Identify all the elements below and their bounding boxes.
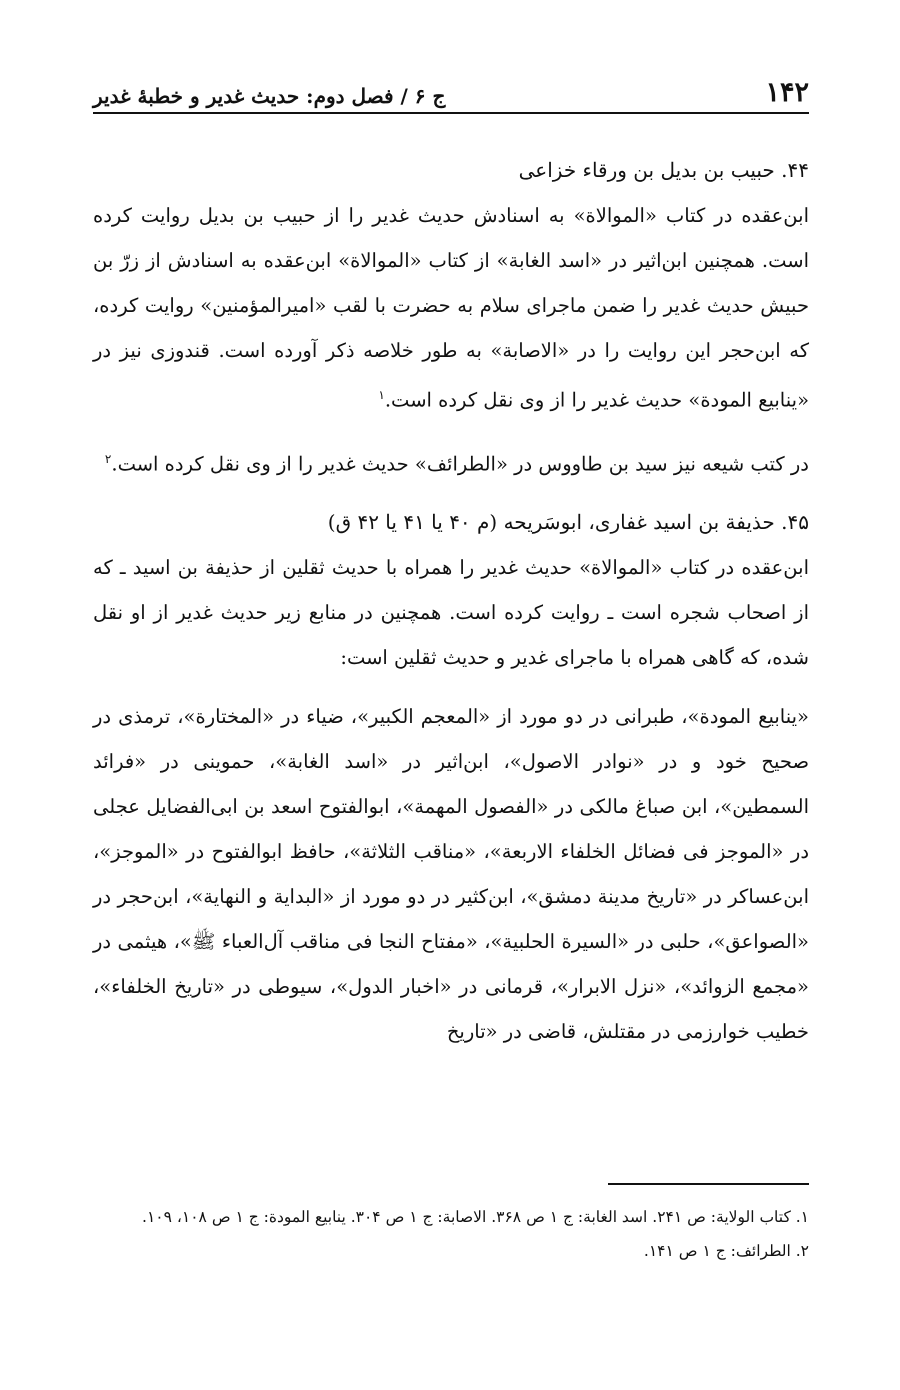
- running-title: ج ۶ / فصل دوم: حدیث غدیر و خطبهٔ غدیر: [93, 84, 446, 108]
- page-body: [93, 148, 809, 1068]
- footnote-mark: ۱: [378, 388, 385, 402]
- footnote: ۲. الطرائف: ج ۱ ص ۱۴۱.: [643, 1242, 809, 1260]
- page-header: [93, 70, 809, 114]
- paragraph: در کتب شیعه نیز سید بن طاووس در «الطرائف» حدیث غدیر را از وی نقل کرده است.$^۲$: [104, 451, 809, 475]
- page-number: ۱۴۲: [765, 77, 809, 108]
- footnotes: [93, 1200, 809, 1268]
- paragraph: ابن‌عقده در کتاب «الموالاة» حدیث غدیر را همراه با حدیث ثقلین از حذیفة بن اسید ـ که از اصحاب شجره است ـ روایت کرده است. همچنین در منابع زیر حدیث غدیر از او نقل شده، که گاهی همراه با ماجرای غدیر و حدیث ثقلین است:: [93, 556, 809, 669]
- paragraph: «ینابیع المودة»، طبرانی در دو مورد از «المعجم الکبیر»، ضیاء در «المختارة»، ترمذی در صحیح خود و در «نوادر الاصول»، ابن‌اثیر در «اسد الغابة»، حموینی در «فرائد السمطین»، ابن صباغ مالکی در «الفصول المهمة»، ابوالفتوح اسعد بن ابی‌الفضایل عجلی در «الموجز فی فضائل الخلفاء الاربعة»، «مناقب الثلاثة»، حافظ ابوالفتوح در «الموجز»، ابن‌عساکر در «تاریخ مدینة دمشق»، ابن‌کثیر در دو مورد از «البدایة و النهایة»، ابن‌حجر در «الصواعق»، حلبی در «السیرة الحلبیة»، «مفتاح النجا فی مناقب آل‌العباء ﷺ»، هیثمی در «مجمع الزوائد»، «نزل الابرار»، قرمانی در «اخبار الدول»، سیوطی در «تاریخ الخلفاء»، خطیب خوارزمی در مقتلش، قاضی در «تاریخ: [93, 705, 809, 1043]
- section-heading: ۴۵. حذیفة بن اسید غفاری، ابوسَریحه (م ۴۰ یا ۴۱ یا ۴۲ ق): [327, 510, 809, 534]
- footnote: ۱. کتاب الولایة: ص ۲۴۱. اسد الغابة: ج ۱ ص ۳۶۸. الاصابة: ج ۱ ص ۳۰۴. ینابیع المودة: ج ۱ ص ۱۰۸، ۱۰۹.: [142, 1208, 809, 1226]
- footnote-mark: ۲: [104, 451, 112, 466]
- section-heading: ۴۴. حبیب بن بدیل بن ورقاء خزاعی: [518, 158, 809, 182]
- paragraph: ابن‌عقده در کتاب «الموالاة» به اسنادش حدیث غدیر را از حبیب بن بدیل روایت کرده است. همچنین ابن‌اثیر در «اسد الغابة» از کتاب «الموالاة» ابن‌عقده به اسنادش از زرّ بن حبیش حدیث غدیر را ضمن ماجرای سلام به حضرت با لقب «امیرالمؤمنین» روایت کرده، که ابن‌حجر این روایت را در «الاصابة» به طور خلاصه ذکر آورده است. قندوزی نیز در «ینابیع المودة» حدیث غدیر را از وی نقل کرده است.$^۱$: [93, 204, 809, 412]
- footnote-divider: [608, 1183, 809, 1185]
